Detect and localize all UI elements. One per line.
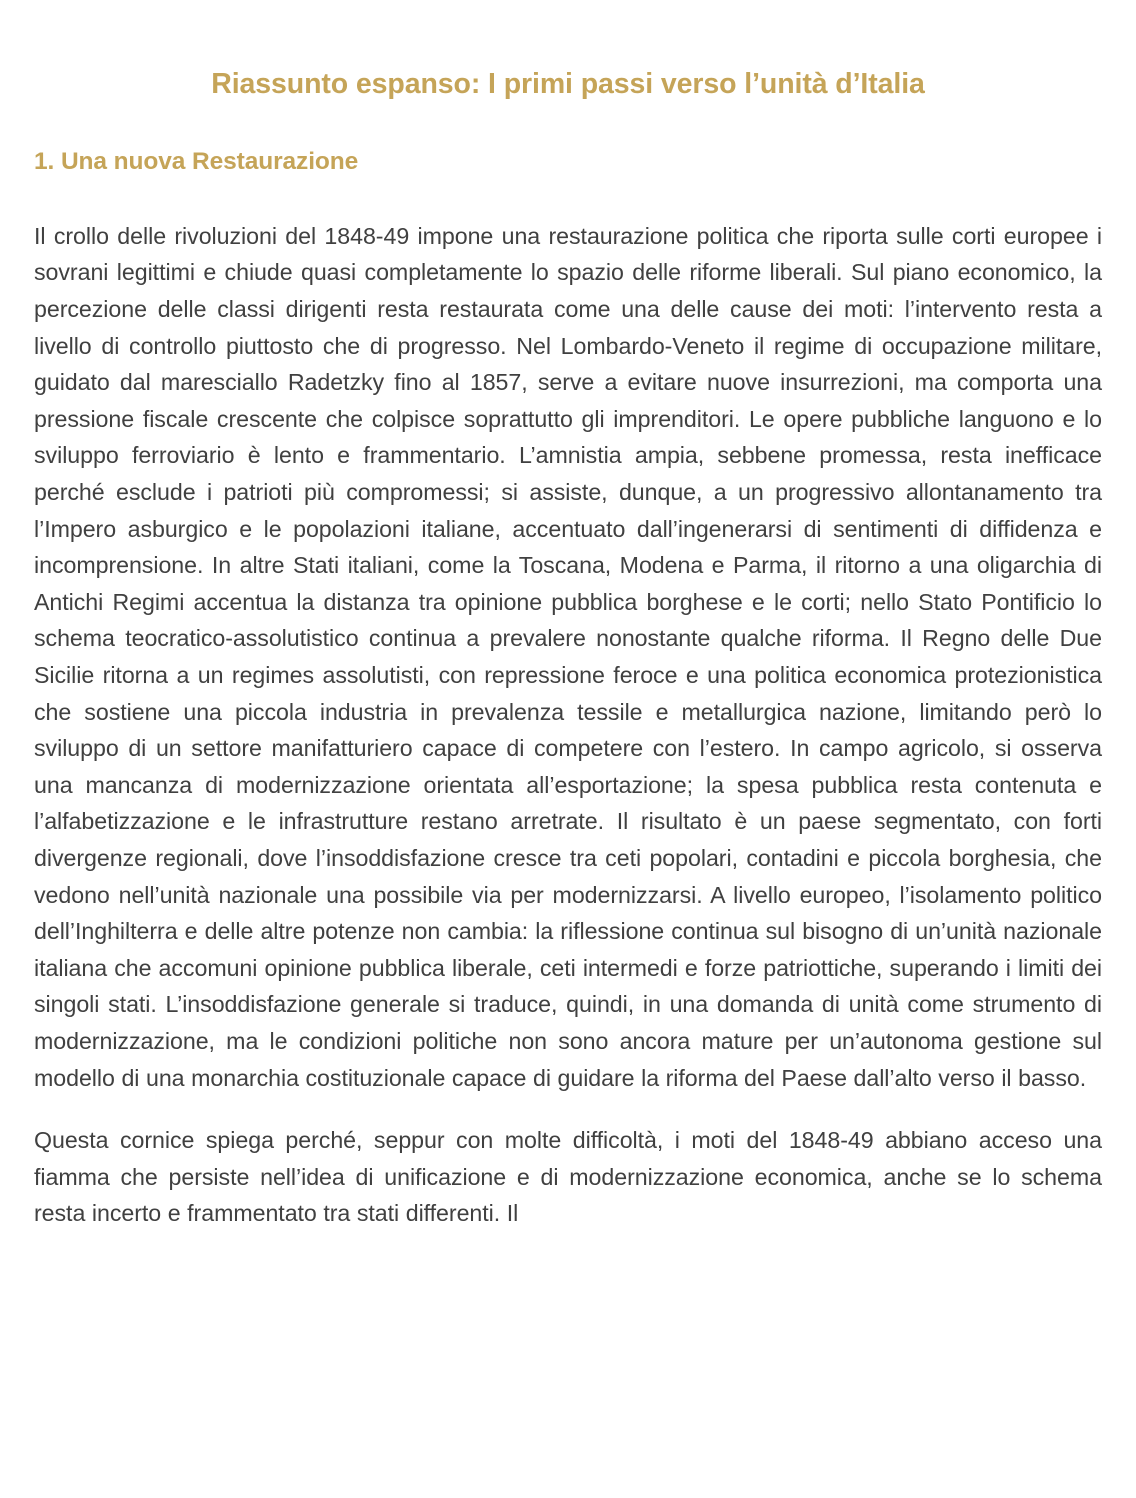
section-heading-1: 1. Una nuova Restaurazione xyxy=(34,148,359,176)
body-paragraph-1: Il crollo delle rivoluzioni del 1848-49 impone una restaurazione politica che riporta sulle corti europee i sovrani legittimi e chiude quasi completamente lo spazio delle riforme liberali. Sul piano economico, la percezione delle classi dirigenti resta restaurata come una delle cause dei moti: l’intervento resta a livello di controllo piuttosto che di progresso. Nel Lombardo-Veneto il regime di occupazione militare, guidato dal maresciallo Radetzky fino al 1857, serve a evitare nuove insurrezioni, ma comporta una pressione fiscale crescente che colpisce soprattutto gli imprenditori. Le opere pubbliche languono e lo sviluppo ferroviario è lento e frammentario. L’amnistia ampia, sebbene promessa, resta inefficace perché esclude i patrioti più compromessi; si assiste, dunque, a un progressivo allontanamento tra l’Impero asburgico e le popolazioni italiane, accentuato dall’ingenerarsi di sentimenti di diffidenza e incomprensione. In altre Stati italiani, come la Toscana, Modena e Parma, il ritorno a una oligarchia di Antichi Regimi accentua la distanza tra opinione pubblica borghese e le corti; nello Stato Pontificio lo schema teocratico-assolutistico continua a prevalere nonostante qualche riforma. Il Regno delle Due Sicilie ritorna a un regimes assolutisti, con repressione feroce e una politica economica protezionistica che sostiene una piccola industria in prevalenza tessile e metallurgica nazione, limitando però lo sviluppo di un settore manifatturiero capace di competere con l’estero. In campo agricolo, si osserva una mancanza di modernizzazione orientata all’esportazione; la spesa pubblica resta contenuta e l’alfabetizzazione e le infrastrutture restano arretrate. Il risultato è un paese segmentato, con forti divergenze regionali, dove l’insoddisfazione cresce tra ceti popolari, contadini e piccola borghesia, che vedono nell’unità nazionale una possibile via per modernizzarsi. A livello europeo, l’isolamento politico dell’Inghilterra e delle altre potenze non cambia: la riflessione continua sul bisogno di un’unità nazionale italiana che accomuni opinione pubblica liberale, ceti intermedi e forze patriottiche, superando i limiti dei singoli stati. L’insoddisfazione generale si traduce, quindi, in una domanda di unità come strumento di modernizzazione, ma le condizioni politiche non sono ancora mature per un’autonoma gestione sul modello di una monarchia costituzionale capace di guidare la riforma del Paese dall’alto verso il basso. xyxy=(34,222,1102,1091)
body-paragraph-2: Questa cornice spiega perché, seppur con molte difficoltà, i moti del 1848-49 abbiano acceso una fiamma che persiste nell’idea di unificazione e di modernizzazione economica, anche se lo schema resta incerto e frammentato tra stati differenti. Il xyxy=(34,1127,1102,1227)
page-title: Riassunto espanso: I primi passi verso l’unità d’Italia xyxy=(211,68,925,100)
